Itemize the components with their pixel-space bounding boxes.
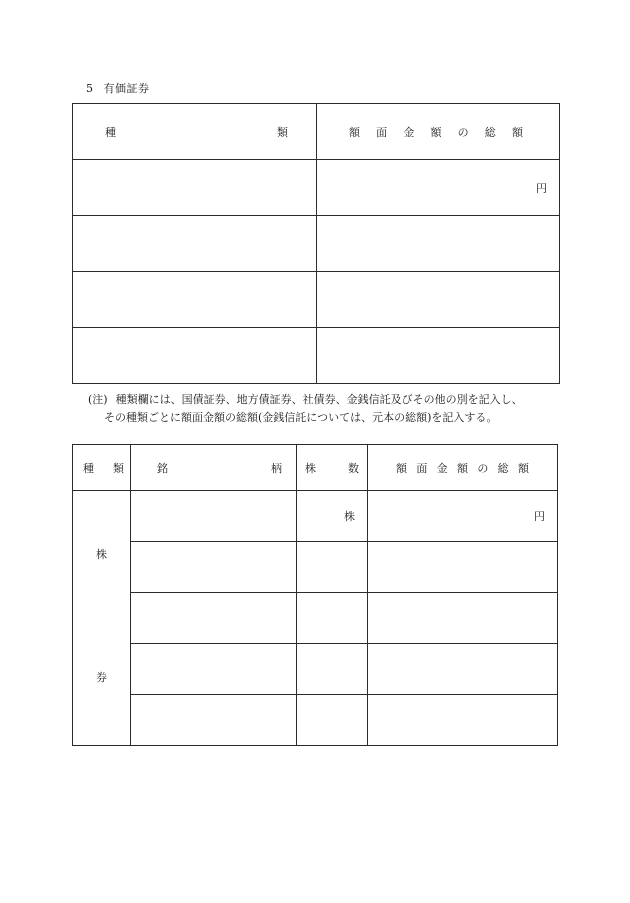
amount-cell[interactable] [368,542,558,593]
header-char: 額 [396,461,407,475]
header-char: 金 [403,125,415,139]
stocks-table [72,444,558,746]
table-row [73,216,560,272]
table-row [73,491,558,542]
kind-cell[interactable] [73,160,317,216]
count-header-cell [297,445,368,491]
header-char: 銘 [157,461,168,475]
header-char: 種 [83,461,94,475]
header-char: の [457,125,469,139]
header-char: 金 [436,461,448,475]
stock-label-char: 株 [96,548,107,561]
note-text-1: 種類欄には、国債証券、地方債証券、社債券、金銭信託及びその他の別を記入し、 [115,393,523,406]
header-char: 額 [349,125,360,139]
header-char: 面 [376,125,388,139]
amount-cell[interactable] [317,272,560,328]
header-char: 類 [277,125,288,139]
count-cell[interactable] [297,593,368,644]
share-unit: 株 [344,510,355,523]
header-char: 柄 [271,461,282,475]
header-char: 総 [497,461,509,475]
table-row [73,593,558,644]
header-char: 株 [305,461,316,475]
note-label: (注) [88,393,108,406]
count-cell[interactable] [297,542,368,593]
table-row [73,272,560,328]
table-header-row [73,104,560,160]
header-char: 類 [113,461,124,475]
amount-header-cell [368,445,558,491]
count-cell[interactable] [297,695,368,746]
header-char: 種 [105,125,116,139]
name-header-cell [131,445,297,491]
yen-unit: 円 [534,510,545,523]
header-char: 数 [348,461,359,475]
section-title-text: 有価証券 [103,82,150,95]
name-cell[interactable] [131,593,297,644]
header-char: 額 [511,125,523,139]
securities-table [72,103,560,384]
name-cell[interactable] [131,491,297,542]
kind-cell[interactable] [73,272,317,328]
amount-header-cell [317,104,560,160]
kind-cell[interactable] [73,216,317,272]
yen-unit: 円 [536,181,547,195]
header-char: の [477,461,489,475]
section-title [86,80,150,96]
amount-cell[interactable] [368,644,558,695]
header-char: 額 [456,461,468,475]
header-char: 総 [484,125,496,139]
table-row [73,644,558,695]
table-row [73,695,558,746]
amount-cell[interactable] [317,216,560,272]
count-cell[interactable] [297,491,368,542]
amount-cell[interactable] [317,160,560,216]
header-char: 額 [517,461,529,475]
name-cell[interactable] [131,644,297,695]
note-line-2: その種類ごとに額面金額の総額(金銭信託については、元本の総額)を記入する。 [104,411,498,424]
section-number: 5 [86,82,94,95]
table-row [73,328,560,384]
amount-cell[interactable] [317,328,560,384]
amount-cell[interactable] [368,593,558,644]
amount-cell[interactable] [368,491,558,542]
amount-cell[interactable] [368,695,558,746]
name-cell[interactable] [131,542,297,593]
name-cell[interactable] [131,695,297,746]
count-cell[interactable] [297,644,368,695]
stock-kind-cell [73,491,131,746]
note-line-1 [88,391,523,409]
kind-header-cell [73,445,131,491]
header-char: 額 [430,125,442,139]
header-char: 面 [416,461,428,475]
stock-label-char: 券 [96,671,107,684]
table-row [73,542,558,593]
kind-header-cell [73,104,317,160]
table-row [73,160,560,216]
kind-cell[interactable] [73,328,317,384]
table-header-row [73,445,558,491]
note [88,391,523,427]
